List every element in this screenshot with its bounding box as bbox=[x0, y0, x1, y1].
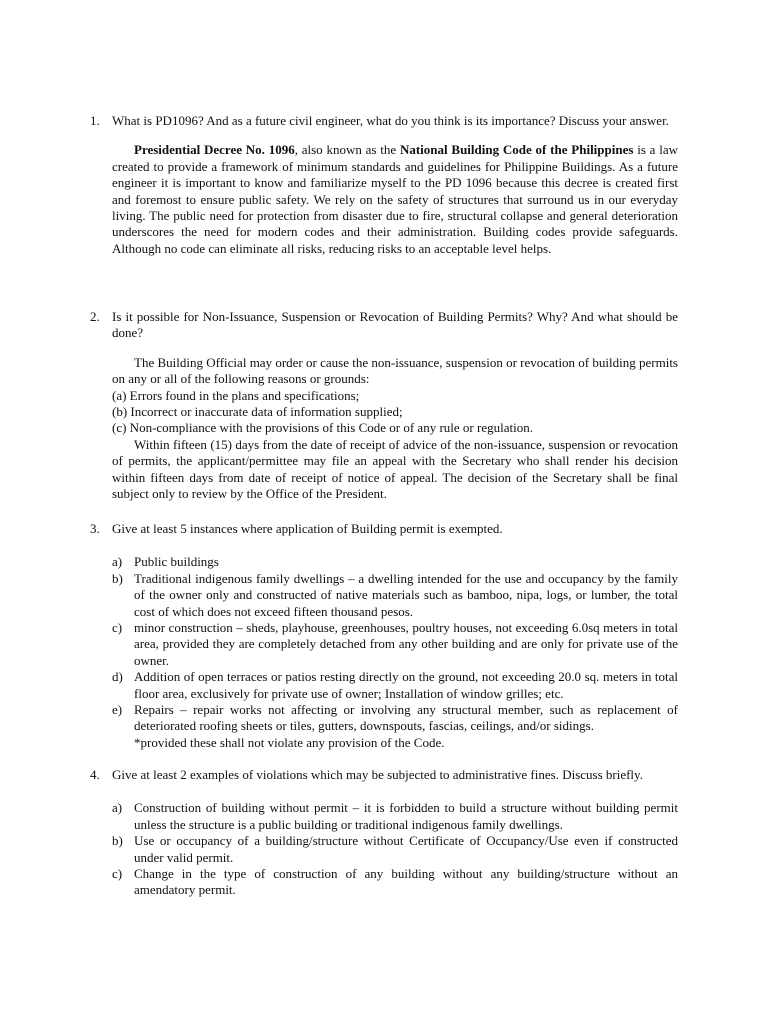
list-label: a) bbox=[112, 800, 123, 816]
list-text: Repairs – repair works not affecting or involving any structural member, such as replacement of deteriorated roofing sheets or tiles, gutters, downspouts, fascias, ceilings, and/or sidings. bbox=[134, 702, 678, 734]
question-number: 1. bbox=[90, 113, 100, 128]
list-label: a) bbox=[112, 554, 123, 570]
question-1 bbox=[90, 113, 678, 257]
footnote: *provided these shall not violate any provision of the Code. bbox=[134, 734, 445, 750]
list-text: Traditional indigenous family dwellings – a dwelling intended for the use and occupancy by the family of the owner only and constructed of native materials such as bamboo, nipa, logs, or lumber, the total cost of which does not exceed fifteen thousand pesos. bbox=[134, 570, 678, 619]
bold-term: Presidential Decree No. 1096 bbox=[134, 142, 295, 158]
list-label: c) bbox=[112, 620, 123, 636]
list-label: b) bbox=[112, 570, 123, 586]
answer-outro: Within fifteen (15) days from the date of receipt of advice of the non-issuance, suspension or revocation of permits, the applicant/permittee may file an appeal with the Secretary who shall render his decision within fifteen days from date of receipt of notice of appeal. The decision of the Secretary shall be final subject only to review by the Office of the President. bbox=[112, 436, 678, 502]
question-number: 2. bbox=[90, 309, 100, 324]
violation-list bbox=[112, 800, 678, 898]
list-text: Public buildings bbox=[134, 554, 219, 570]
list-label: b) bbox=[112, 833, 123, 849]
answer-text: , also known as the bbox=[294, 142, 400, 158]
answer-item: (b) Incorrect or inaccurate data of information supplied; bbox=[112, 404, 403, 420]
list-text: Use or occupancy of a building/structure without Certificate of Occupancy/Use even if constructed under valid permit. bbox=[134, 833, 678, 865]
answer-4 bbox=[112, 800, 678, 898]
list-label: d) bbox=[112, 669, 123, 685]
list-label: e) bbox=[112, 702, 123, 718]
answer-text: is a law created to provide a framework of minimum standards and guidelines for Philippine Buildings. As a future engineer it is important to know and familiarize myself to the PD 1096 because this decree is created first and foremost to ensure public safety. We rely on the safety of structures that surround us in our everyday living. The public need for protection from disaster due to fire, structural collapse and general deterioration underscores the need for modern codes and their administration. Building codes provide safeguards. Although no code can eliminate all risks, reducing risks to an acceptable level helps. bbox=[112, 142, 678, 256]
question-number: 3. bbox=[90, 521, 100, 536]
question-2 bbox=[90, 309, 678, 502]
answer-item: (a) Errors found in the plans and specifications; bbox=[112, 387, 360, 403]
answer-item: (c) Non-compliance with the provisions of this Code or of any rule or regulation. bbox=[112, 420, 533, 436]
question-4 bbox=[90, 767, 678, 899]
list-item bbox=[112, 866, 678, 899]
question-3 bbox=[90, 521, 678, 751]
list-item bbox=[112, 554, 678, 570]
exemption-list bbox=[112, 554, 678, 734]
list-item bbox=[112, 620, 678, 669]
question-text: Give at least 2 examples of violations which may be subjected to administrative fines. Discuss briefly. bbox=[112, 767, 643, 782]
answer-intro: The Building Official may order or cause the non-issuance, suspension or revocation of building permits on any or all of the following reasons or grounds: bbox=[112, 354, 678, 387]
list-text: Construction of building without permit – it is forbidden to build a structure without building permit unless the structure is a public building or traditional indigenous family dwellings. bbox=[134, 800, 678, 832]
answer-3 bbox=[112, 554, 678, 751]
list-text: minor construction – sheds, playhouse, greenhouses, poultry houses, not exceeding 6.0sq meters in total area, provided they are completely detached from any other building and are only for private use of the owner. bbox=[134, 620, 678, 668]
question-number: 4. bbox=[90, 767, 100, 782]
list-item bbox=[112, 571, 678, 620]
list-item bbox=[112, 833, 678, 866]
list-label: c) bbox=[112, 866, 123, 882]
list-item bbox=[112, 800, 678, 833]
question-text: Is it possible for Non-Issuance, Suspension or Revocation of Building Permits? Why? And what should be done? bbox=[112, 309, 678, 341]
list-item bbox=[112, 669, 678, 702]
list-item bbox=[112, 702, 678, 735]
answer-2 bbox=[112, 355, 678, 503]
question-text: Give at least 5 instances where application of Building permit is exempted. bbox=[112, 521, 503, 536]
answer-1 bbox=[112, 142, 678, 257]
list-text: Change in the type of construction of any building without any building/structure without an amendatory permit. bbox=[134, 866, 678, 898]
question-text: What is PD1096? And as a future civil engineer, what do you think is its importance? Discuss your answer. bbox=[112, 113, 669, 128]
list-text: Addition of open terraces or patios resting directly on the ground, not exceeding 20.0 sq. meters in total floor area, exclusively for private use of owner; Installation of window grilles; etc. bbox=[134, 669, 678, 701]
bold-term: National Building Code of the Philippines bbox=[399, 142, 634, 158]
answer-paragraph bbox=[112, 142, 678, 257]
